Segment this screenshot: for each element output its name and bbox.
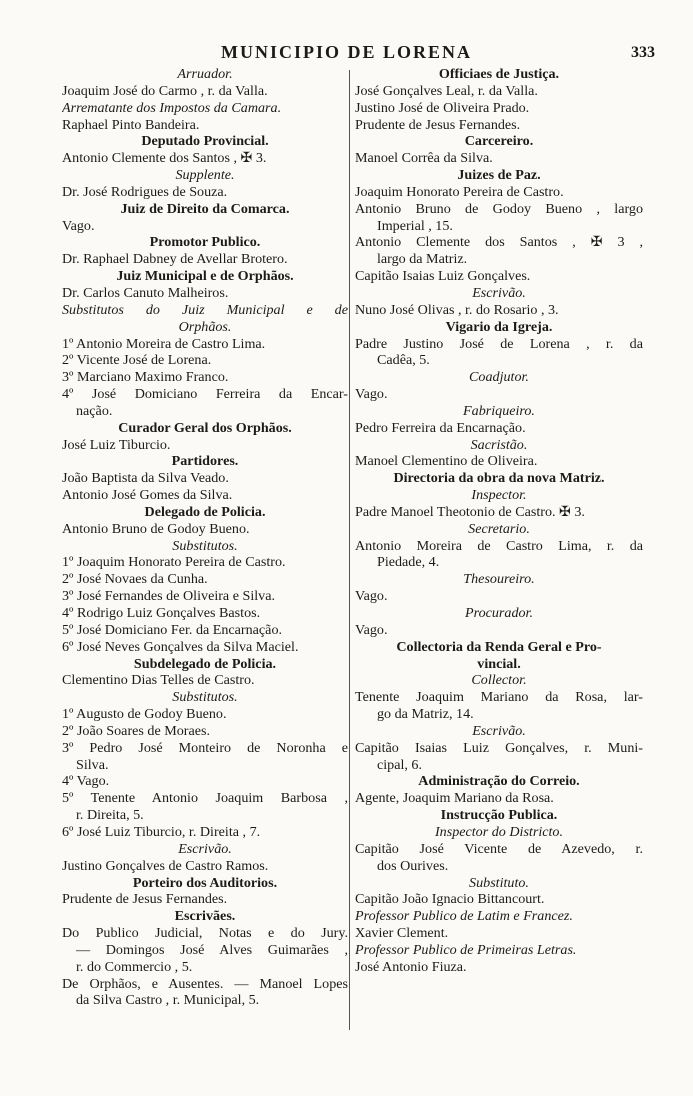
entry-line: Professor Publico de Primeiras Letras. [355,941,577,958]
entry-line: Do Publico Judicial, Notas e do Jury. [62,925,348,942]
section-heading: Vigario da Igreja. [445,318,553,335]
entry-line: 4º Rodrigo Luiz Gonçalves Bastos. [62,605,261,621]
entry-line: Raphael Pinto Bandeira. [62,116,200,133]
entry-line: 2º João Soares de Moraes. [62,722,211,739]
entry-line: Professor Publico de Latim e Francez. [355,908,573,925]
entry-line: Prudente de Jesus Fernandes. [355,116,521,133]
entry-line: Manoel Corrêa da Silva. [355,150,493,167]
entry-line: Dr. Carlos Canuto Malheiros. [62,284,229,301]
section-heading: Directoria da obra da nova Matriz. [393,470,605,487]
entry-line: 6º José Luiz Tiburcio, r. Direita , 7. [62,823,261,840]
section-subheading: Secretario. [468,520,530,537]
section-heading: Juiz Municipal e de Orphãos. [116,268,294,285]
section-heading: Deputado Provincial. [141,133,269,150]
entry-line: r. do Commercio , 5. [76,958,193,975]
entry-line: Capitão Isaias Luiz Gonçalves, r. Muni- [355,739,643,756]
section-subheading: Inspector do Districto. [434,823,563,840]
entry-line: Xavier Clement. [355,925,449,942]
entry-line: Antonio José Gomes da Silva. [62,487,233,504]
section-heading: Porteiro dos Auditorios. [132,874,278,891]
entry-line: dos Ourives. [377,857,449,874]
section-subheading: Coadjutor. [469,369,529,386]
entry-line: 3º Pedro José Monteiro de Noronha e [62,739,348,756]
section-heading: Delegado de Policia. [144,503,266,520]
entry-line: nação. [76,402,113,419]
entry-line: José Gonçalves Leal, r. da Valla. [355,82,538,99]
entry-line: go da Matriz, 14. [377,706,474,723]
entry-line: Agente, Joaquim Mariano da Rosa. [355,790,554,807]
entry-line: Vago. [355,386,388,403]
entry-line: Antonio Bruno de Godoy Bueno. [62,520,250,537]
section-subheading: Collector. [471,672,527,689]
entry-line: Joaquim José do Carmo , r. da Valla. [62,82,268,99]
entry-line: Padre Manoel Theotonio de Castro. ✠ 3. [355,503,585,520]
page-header [0,38,693,64]
entry-line: Dr. José Rodrigues de Souza. [62,183,228,200]
entry-line: Vago. [355,588,388,605]
right-column [355,66,643,976]
entry-line: Piedade, 4. [377,554,440,571]
section-heading: Officiaes de Justiça. [438,66,560,82]
column-divider [349,70,350,1030]
section-subheading: Procurador. [465,605,533,621]
section-subheading: Inspector. [471,487,527,504]
entry-line: Antonio Clemente dos Santos , ✠ 3 , [355,234,643,251]
entry-line: 1º Antonio Moreira de Castro Lima. [62,335,266,352]
section-subheading: Escrivão. [472,284,526,301]
section-heading: Collectoria da Renda Geral e Pro- [396,638,602,655]
entry-line: Nuno José Olivas , r. do Rosario , 3. [355,301,559,318]
entry-line: 4º José Domiciano Ferreira da Encar- [62,386,348,403]
section-heading: Administração do Correio. [418,773,580,790]
section-subheading: Sacristão. [470,436,528,453]
section-subheading: Substitutos. [172,689,238,706]
entry-line: — Domingos José Alves Guimarães , [76,941,348,958]
entry-line: 6º José Neves Gonçalves da Silva Maciel. [62,638,299,655]
section-subheading: Supplente. [175,167,235,184]
entry-line: Manoel Clementino de Oliveira. [355,453,538,470]
entry-line: De Orphãos, e Ausentes. — Manoel Lopes [62,975,348,992]
entry-line: da Silva Castro , r. Municipal, 5. [76,992,260,1009]
entry-line: Padre Justino José de Lorena , r. da [355,335,643,352]
entry-line: Joaquim Honorato Pereira de Castro. [355,183,564,200]
entry-line: 1º Joaquim Honorato Pereira de Castro. [62,554,286,571]
entry-line: Clementino Dias Telles de Castro. [62,672,255,689]
entry-line: Justino José de Oliveira Prado. [355,99,530,116]
entry-line: Imperial , 15. [377,217,453,234]
section-heading: vincial. [477,655,521,672]
section-subheading: Substitutos. [172,537,238,554]
left-column [62,66,348,1009]
section-heading: Juizes de Paz. [457,167,541,184]
entry-line: Prudente de Jesus Fernandes. [62,891,228,908]
section-subheading: Escrivão. [472,722,526,739]
section-subheading: Substituto. [469,874,529,891]
entry-line: Arrematante dos Impostos da Camara. [62,99,282,116]
page-number: 333 [631,44,655,61]
entry-line: Vago. [62,217,95,234]
entry-line: Cadêa, 5. [377,352,430,369]
entry-line: Capitão José Vicente de Azevedo, r. [355,840,643,857]
entry-line: Pedro Ferreira da Encarnação. [355,419,526,436]
entry-line: r. Direita, 5. [76,807,144,824]
entry-line: 1º Augusto de Godoy Bueno. [62,706,227,723]
entry-line: Capitão João Ignacio Bittancourt. [355,891,545,908]
section-subheading: Thesoureiro. [463,571,535,588]
section-subheading: Orphãos. [178,318,232,335]
entry-line: Substitutos do Juiz Municipal e de [62,301,348,318]
entry-line: 3º José Fernandes de Oliveira e Silva. [62,588,275,605]
entry-line: Antonio Bruno de Godoy Bueno , largo [355,200,643,217]
entry-line: 5º Tenente Antonio Joaquim Barbosa , [62,790,348,807]
entry-line: 4º Vago. [62,773,110,790]
page-title: MUNICIPIO DE LORENA [220,42,472,62]
entry-line: cipal, 6. [377,756,423,773]
entry-line: José Luiz Tiburcio. [62,436,171,453]
section-heading: Escrivães. [174,908,236,925]
entry-line: Vago. [355,621,388,638]
section-heading: Partidores. [171,453,239,470]
section-heading: Subdelegado de Policia. [133,655,277,672]
entry-line: 5º José Domiciano Fer. da Encarnação. [62,621,283,638]
entry-line: Dr. Raphael Dabney de Avellar Brotero. [62,251,288,268]
section-subheading: Arruador. [177,66,233,82]
entry-line: largo da Matriz. [377,251,468,268]
entry-line: José Antonio Fiuza. [355,958,467,975]
section-heading: Promotor Publico. [149,234,261,251]
entry-line: 3º Marciano Maximo Franco. [62,369,229,386]
section-heading: Instrucção Publica. [440,807,558,824]
entry-line: Tenente Joaquim Mariano da Rosa, lar- [355,689,643,706]
entry-line: 2º José Novaes da Cunha. [62,571,208,588]
entry-line: 2º Vicente José de Lorena. [62,352,212,369]
section-subheading: Fabriqueiro. [463,402,535,419]
entry-line: Silva. [76,756,109,773]
section-heading: Carcereiro. [464,133,534,150]
section-heading: Curador Geral dos Orphãos. [118,419,292,436]
entry-line: Justino Gonçalves de Castro Ramos. [62,857,269,874]
section-heading: Juiz de Direito da Comarca. [120,200,290,217]
entry-line: Antonio Moreira de Castro Lima, r. da [355,537,643,554]
entry-line: Capitão Isaias Luiz Gonçalves. [355,268,531,285]
section-subheading: Escrivão. [178,840,232,857]
entry-line: João Baptista da Silva Veado. [62,470,229,487]
entry-line: Antonio Clemente dos Santos , ✠ 3. [62,150,267,167]
